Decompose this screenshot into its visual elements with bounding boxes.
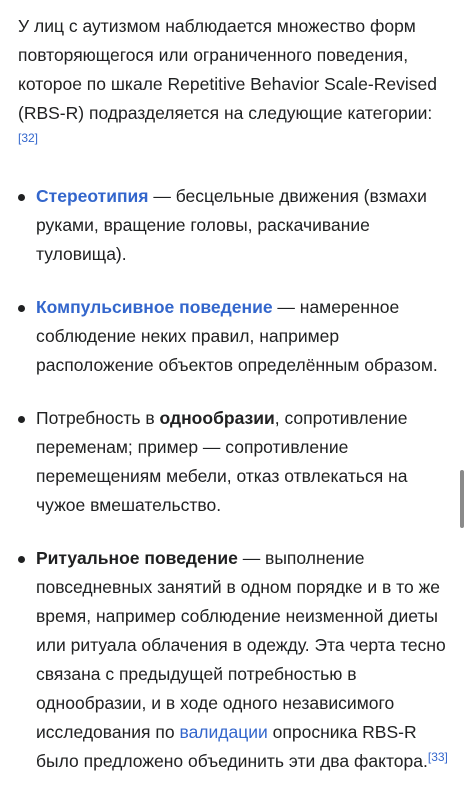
intro-text: У лиц с аутизмом наблюдается множество форм повторяющегося или ограниченного поведения, которое по шкале Repetitive Behavior Scale-Revised (RBS-R) подразделяется на следующие категории: bbox=[18, 16, 437, 123]
list-item-ritual bbox=[18, 544, 450, 776]
article-content bbox=[18, 12, 450, 800]
ritual-description: — выполнение повседневных занятий в одном порядке и в то же время, например соблюдение неизменной диеты или ритуала облачения в одежду. Эта черта тесно связана с предыдущей потребностью в однообразии, и в ходе одного независимого исследования по bbox=[36, 548, 446, 742]
compulsive-description: — намеренное соблюдение неких правил, например расположение объектов определённым образом. bbox=[36, 297, 438, 375]
category-list bbox=[18, 182, 450, 776]
scrollbar-thumb[interactable] bbox=[460, 470, 464, 528]
bullet-icon bbox=[18, 416, 25, 423]
reference-32-link[interactable]: [32] bbox=[18, 131, 39, 145]
reference-33[interactable] bbox=[428, 750, 448, 764]
ritual-description-end: опросника RBS-R было предложено объединить эти два фактора. bbox=[36, 722, 428, 771]
list-item-stereotypy bbox=[18, 182, 450, 269]
compulsive-behavior-link[interactable]: Компульсивное поведение bbox=[36, 297, 273, 317]
intro-paragraph bbox=[18, 12, 450, 157]
ritual-term: Ритуальное поведение bbox=[36, 548, 238, 568]
reference-32[interactable] bbox=[18, 131, 38, 145]
sameness-description: , сопротивление переменам; пример — сопротивление перемещениям мебели, отказ отвлекаться на чужое вмешательство. bbox=[36, 408, 408, 515]
list-item-compulsive bbox=[18, 293, 450, 380]
stereotypy-description: — бесцельные движения (взмахи руками, вращение головы, раскачивание туловища). bbox=[36, 186, 427, 264]
stereotypy-link[interactable]: Стереотипия bbox=[36, 186, 149, 206]
validation-link[interactable]: валидации bbox=[179, 722, 268, 742]
list-item-sameness bbox=[18, 404, 450, 520]
reference-33-link[interactable]: [33] bbox=[427, 750, 448, 764]
sameness-term: однообразии bbox=[159, 408, 275, 428]
bullet-icon bbox=[18, 194, 25, 201]
sameness-prefix: Потребность в bbox=[36, 408, 160, 428]
bullet-icon bbox=[18, 305, 25, 312]
bullet-icon bbox=[18, 556, 25, 563]
